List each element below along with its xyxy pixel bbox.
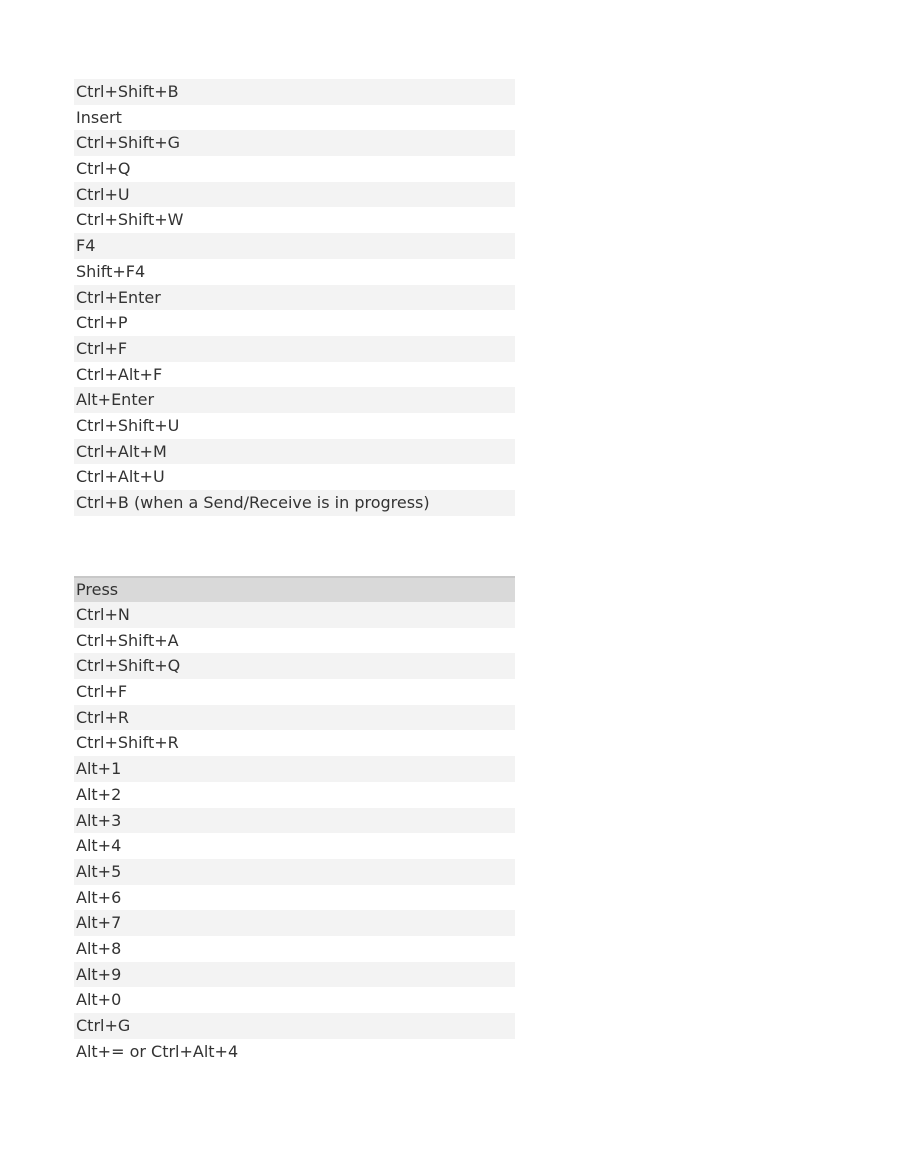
table-row: Alt+2 bbox=[74, 782, 515, 808]
table-row: Ctrl+B (when a Send/Receive is in progress) bbox=[74, 490, 515, 516]
table-row: Ctrl+N bbox=[74, 602, 515, 628]
table-row: Ctrl+Shift+B bbox=[74, 79, 515, 105]
table-row: Ctrl+Shift+R bbox=[74, 730, 515, 756]
table-row: Alt+7 bbox=[74, 910, 515, 936]
table-row: Ctrl+R bbox=[74, 705, 515, 731]
table-body bbox=[74, 602, 515, 1064]
table-row: Alt+9 bbox=[74, 962, 515, 988]
table-row: Ctrl+Alt+U bbox=[74, 464, 515, 490]
table-row: Alt+0 bbox=[74, 987, 515, 1013]
table-row: Ctrl+Shift+A bbox=[74, 628, 515, 654]
table-row: Ctrl+Shift+U bbox=[74, 413, 515, 439]
table-row: Alt+6 bbox=[74, 885, 515, 911]
table-row: Ctrl+F bbox=[74, 679, 515, 705]
table-row: Ctrl+G bbox=[74, 1013, 515, 1039]
table-row: Ctrl+Alt+M bbox=[74, 439, 515, 465]
table-row: Ctrl+Q bbox=[74, 156, 515, 182]
table-row: Ctrl+F bbox=[74, 336, 515, 362]
table-row: Alt+5 bbox=[74, 859, 515, 885]
table-row: Ctrl+Enter bbox=[74, 285, 515, 311]
table-row: Ctrl+P bbox=[74, 310, 515, 336]
table-row: Alt+4 bbox=[74, 833, 515, 859]
table-row: F4 bbox=[74, 233, 515, 259]
shortcut-table-1 bbox=[74, 79, 515, 516]
table-row: Alt+8 bbox=[74, 936, 515, 962]
table-row: Ctrl+Shift+Q bbox=[74, 653, 515, 679]
table-row: Ctrl+Alt+F bbox=[74, 362, 515, 388]
table-row: Alt+1 bbox=[74, 756, 515, 782]
table-row: Shift+F4 bbox=[74, 259, 515, 285]
shortcut-table-2 bbox=[74, 576, 515, 1064]
table-row: Ctrl+Shift+W bbox=[74, 207, 515, 233]
table-row: Alt+Enter bbox=[74, 387, 515, 413]
table-row: Ctrl+Shift+G bbox=[74, 130, 515, 156]
table-row: Ctrl+U bbox=[74, 182, 515, 208]
table-header: Press bbox=[74, 576, 515, 602]
table-row: Alt+3 bbox=[74, 808, 515, 834]
table-row: Alt+= or Ctrl+Alt+4 bbox=[74, 1039, 515, 1065]
table-row: Insert bbox=[74, 105, 515, 131]
